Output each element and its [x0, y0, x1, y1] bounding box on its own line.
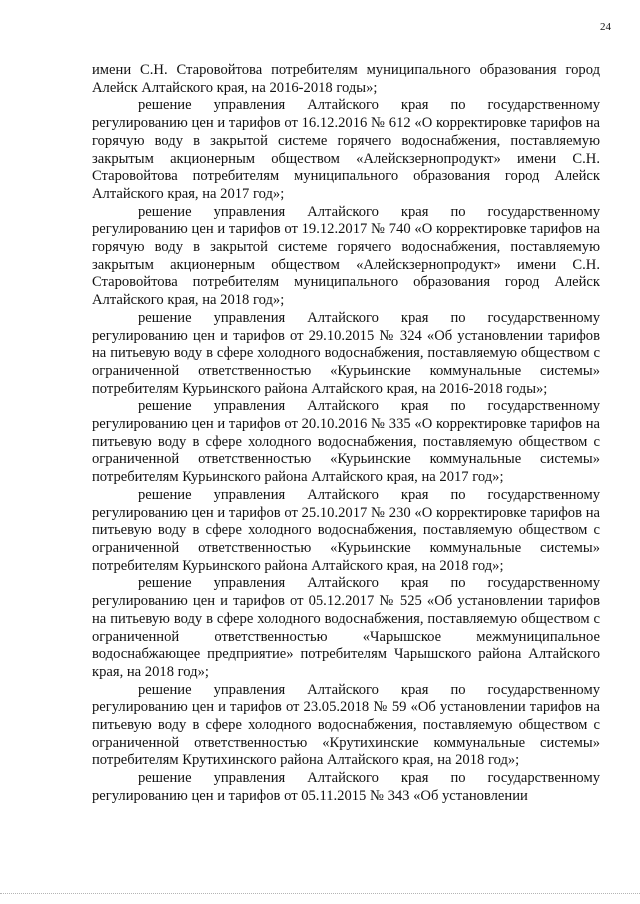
document-body — [92, 62, 600, 806]
paragraph-decision-324: решение управления Алтайского края по государственному регулированию цен и тарифов от 29.10.2015 № 324 «Об установлении тарифов на питьевую воду в сфере холодного водоснабжения, поставляемую обществом с ограниченной ответственностью «Курьинские коммунальные системы» потребителям Курьинского района Алтайского края, на 2016-2018 годы»; — [92, 309, 600, 397]
page-number: 24 — [600, 21, 611, 33]
paragraph-decision-612: решение управления Алтайского края по государственному регулированию цен и тарифов от 16.12.2016 № 612 «О корректировке тарифов на горячую воду в закрытой системе горячего водоснабжения, поставляемую закрытым акционерным обществом «Алейскзернопродукт» имени С.Н. Старовойтова потребителям муниципального образования город Алейск Алтайского края, на 2017 год»; — [92, 97, 600, 202]
paragraph-decision-59: решение управления Алтайского края по государственному регулированию цен и тарифов от 23.05.2018 № 59 «Об установлении тарифов на питьевую воду в сфере холодного водоснабжения, поставляемую обществом с ограниченной ответственностью «Крутихинские коммунальные системы» потребителям Крутихинского района Алтайского края, на 2018 год»; — [92, 681, 600, 769]
page-bottom-rule — [0, 893, 640, 894]
paragraph-decision-525: решение управления Алтайского края по государственному регулированию цен и тарифов от 05.12.2017 № 525 «Об установлении тарифов на питьевую воду в сфере холодного водоснабжения, поставляемую обществом с ограниченной ответственностью «Чарышское межмуниципальное водоснабжающее предприятие» потребителям Чарышского района Алтайского края, на 2018 год»; — [92, 575, 600, 680]
paragraph-continuation: имени С.Н. Старовойтова потребителям муниципального образования город Алейск Алтайского края, на 2016-2018 годы»; — [92, 62, 600, 96]
paragraph-decision-343: решение управления Алтайского края по государственному регулированию цен и тарифов от 05.11.2015 № 343 «Об установлении — [92, 770, 600, 804]
paragraph-decision-335: решение управления Алтайского края по государственному регулированию цен и тарифов от 20.10.2016 № 335 «О корректировке тарифов на питьевую воду в сфере холодного водоснабжения, поставляемую обществом с ограниченной ответственностью «Курьинские коммунальные системы» потребителям Курьинского района Алтайского края, на 2017 год»; — [92, 398, 600, 486]
paragraph-decision-230: решение управления Алтайского края по государственному регулированию цен и тарифов от 25.10.2017 № 230 «О корректировке тарифов на питьевую воду в сфере холодного водоснабжения, поставляемую обществом с ограниченной ответственностью «Курьинские коммунальные системы» потребителям Курьинского района Алтайского края, на 2018 год»; — [92, 486, 600, 574]
paragraph-decision-740: решение управления Алтайского края по государственному регулированию цен и тарифов от 19.12.2017 № 740 «О корректировке тарифов на горячую воду в закрытой системе горячего водоснабжения, поставляемую закрытым акционерным обществом «Алейскзернопродукт» имени С.Н. Старовойтова потребителям муниципального образования город Алейск Алтайского края, на 2018 год»; — [92, 203, 600, 309]
